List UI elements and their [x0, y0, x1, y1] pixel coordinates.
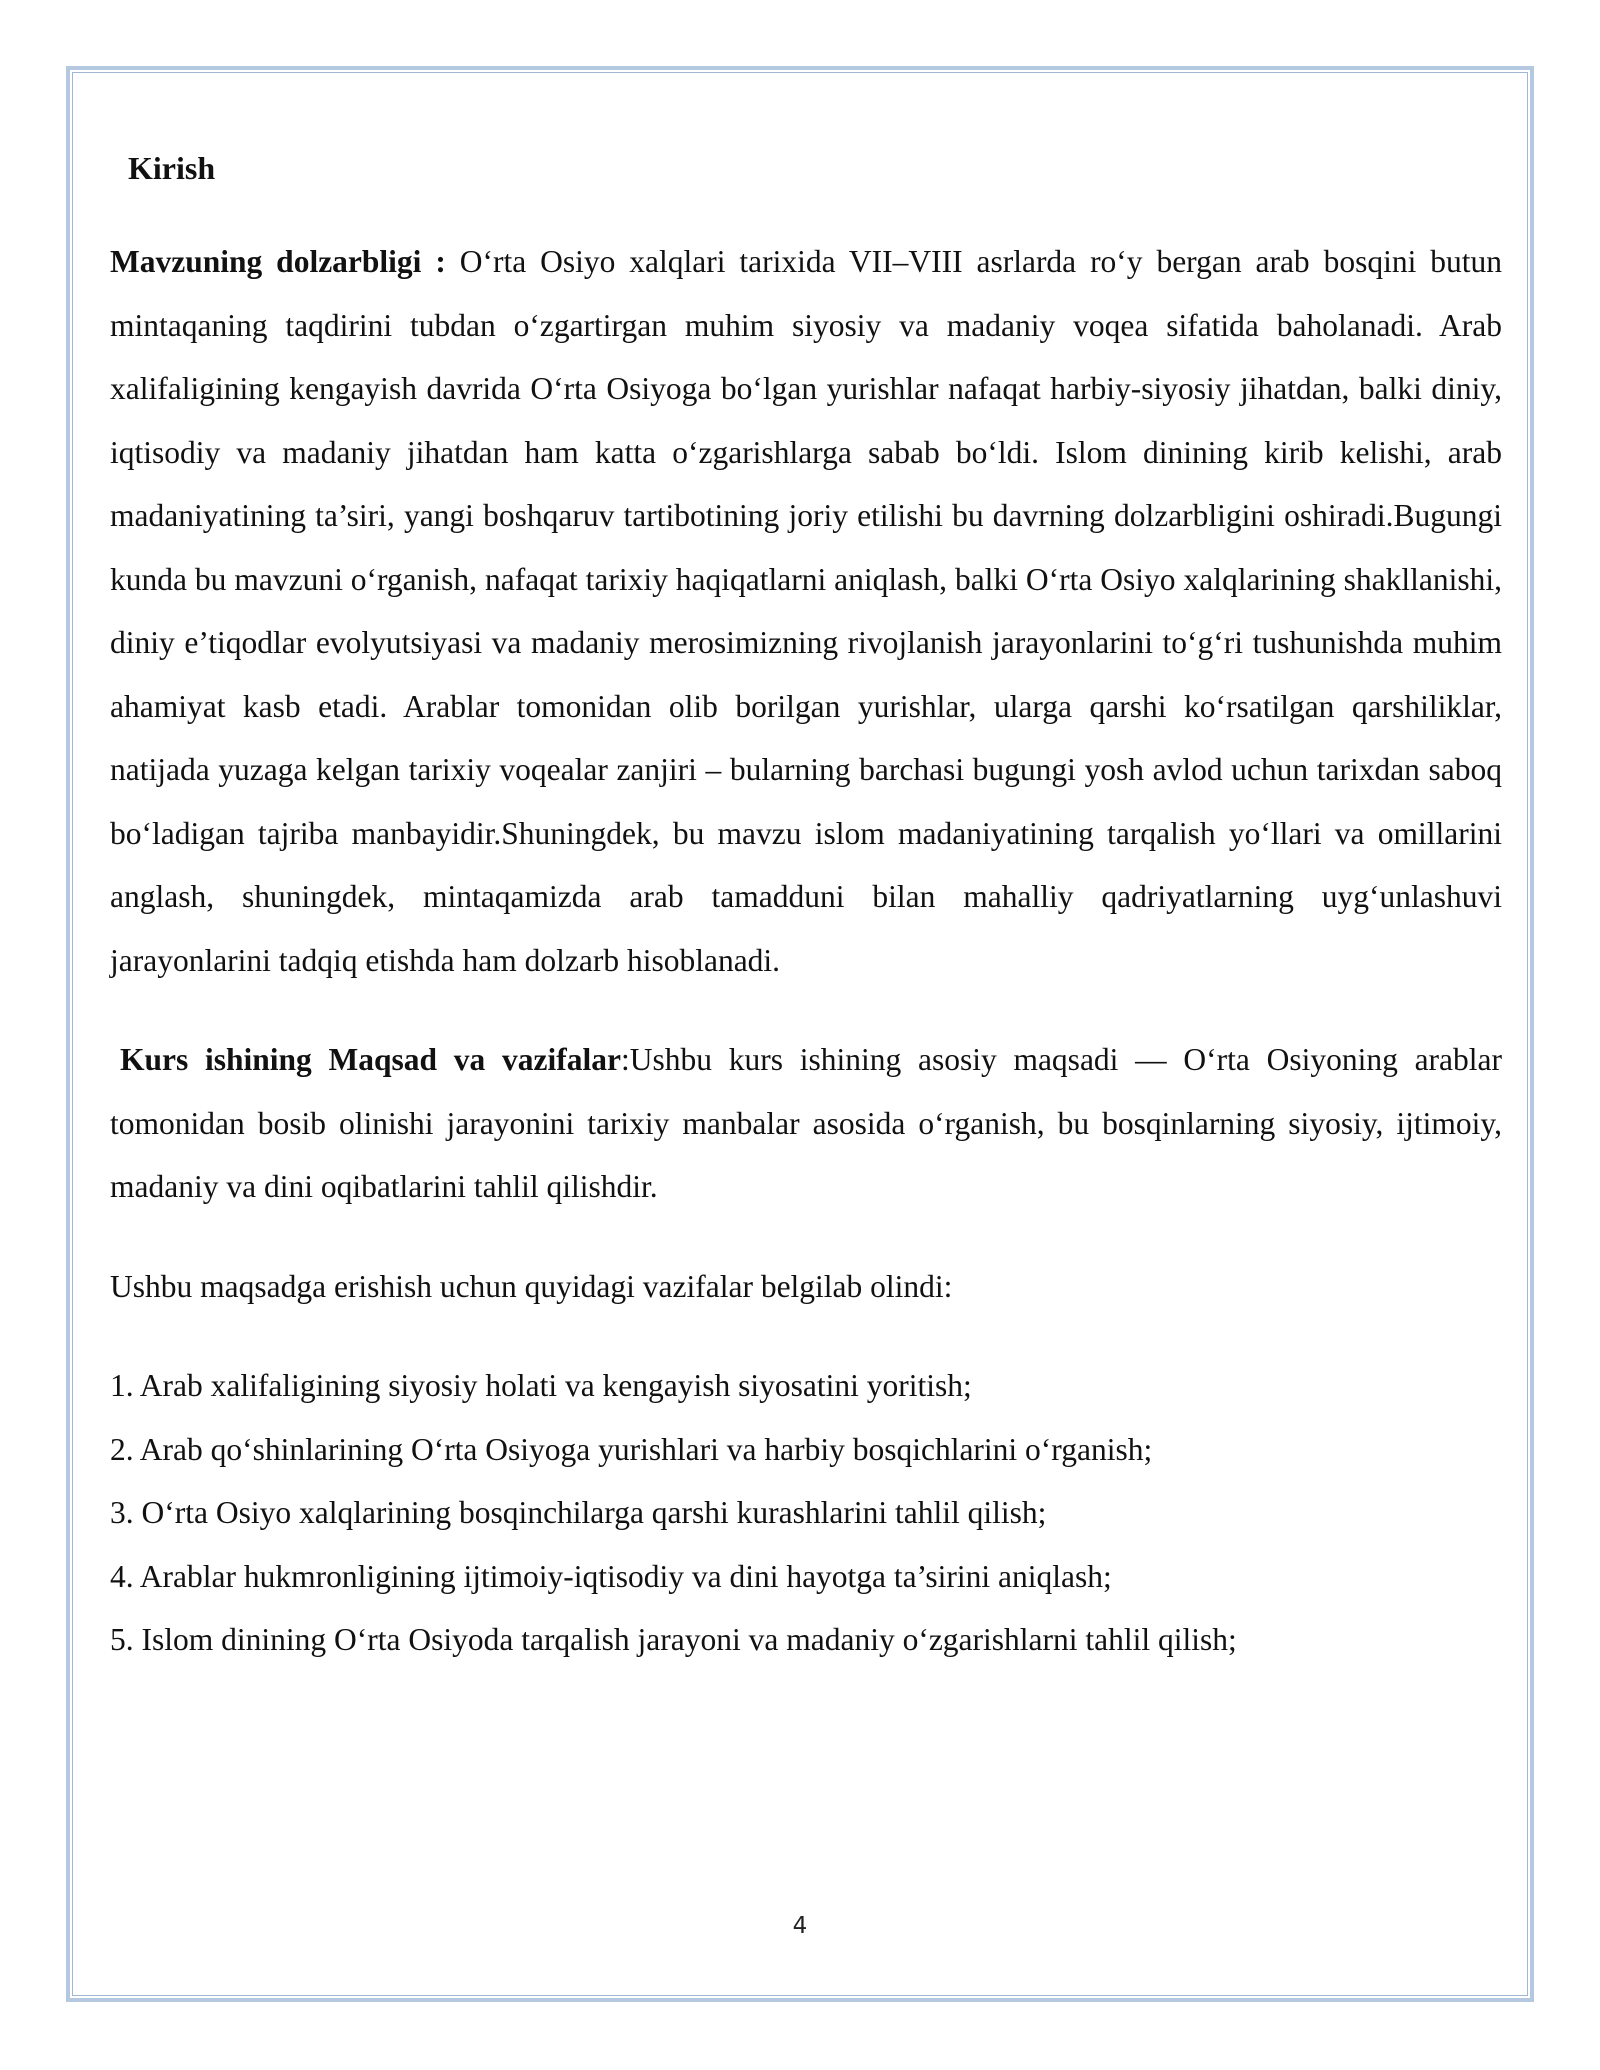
task-item: 3. O‘rta Osiyo xalqlarining bosqinchilarga qarshi kurashlarini tahlil qilish; [110, 1495, 1047, 1530]
task-item: 5. Islom dinining O‘rta Osiyoda tarqalish jarayoni va madaniy o‘zgarishlarni tahlil qilish; [110, 1622, 1237, 1657]
relevance-paragraph [110, 230, 1502, 992]
goals-text: :Ushbu kurs ishining asosiy maqsadi — O‘rta Osiyoning arablar tomonidan bosib olinishi jarayonini tarixiy manbalar asosida o‘rganish, bu bosqinlarning siyosiy, ijtimoiy, madaniy va dini oqibatlarini tahlil qilishdir. [110, 1042, 1502, 1204]
task-item: 2. Arab qo‘shinlarining O‘rta Osiyoga yurishlari va harbiy bosqichlarini o‘rganish; [110, 1431, 1153, 1467]
section-heading: Kirish [128, 150, 216, 186]
document-body [110, 140, 1502, 1672]
tasks-list [110, 1354, 1502, 1672]
task-item: 1. Arab xalifaligining siyosiy holati va kengayish siyosatini yoritish; [110, 1368, 972, 1403]
goals-paragraph [110, 1028, 1502, 1219]
relevance-label: Mavzuning dolzarbligi : [110, 244, 446, 279]
task-item: 4. Arablar hukmronligining ijtimoiy-iqtisodiy va dini hayotga ta’sirini aniqlash; [110, 1558, 1112, 1594]
goals-label: Kurs ishining Maqsad va vazifalar [120, 1042, 621, 1077]
page-number: 4 [792, 1913, 808, 1939]
tasks-intro: Ushbu maqsadga erishish uchun quyidagi vazifalar belgilab olindi: [110, 1268, 953, 1304]
relevance-text: O‘rta Osiyo xalqlari tarixida VII–VIII asrlarda ro‘y bergan arab bosqini butun mintaqaning taqdirini tubdan o‘zgartirgan muhim siyosiy va madaniy voqea sifatida baholanadi. Arab xalifaligining kengayish davrida O‘rta Osiyoga bo‘lgan yurishlar nafaqat harbiy-siyosiy jihatdan, balki diniy, iqtisodiy va madaniy jihatdan ham katta o‘zgarishlarga sabab bo‘ldi. Islom dinining kirib kelishi, arab madaniyatining ta’siri, yangi boshqaruv tartibotining joriy etilishi bu davrning dolzarbligini oshiradi.Bugungi kunda bu mavzuni o‘rganish, nafaqat tarixiy haqiqatlarni aniqlash, balki O‘rta Osiyo xalqlarining shakllanishi, diniy e’tiqodlar evolyutsiyasi va madaniy merosimizning rivojlanish jarayonlarini to‘g‘ri tushunishda muhim ahamiyat kasb etadi. Arablar tomonidan olib borilgan yurishlar, ularga qarshi ko‘rsatilgan qarshiliklar, natijada yuzaga kelgan tarixiy voqealar zanjiri – bularning barchasi bugungi yosh avlod uchun tarixdan saboq bo‘ladigan tajriba manbayidir.Shuningdek, bu mavzu islom madaniyatining tarqalish yo‘llari va omillarini anglash, shuningdek, mintaqamizda arab tamadduni bilan mahalliy qadriyatlarning uyg‘unlashuvi jarayonlarini tadqiq etishda ham dolzarb hisoblanadi. [110, 244, 1502, 978]
